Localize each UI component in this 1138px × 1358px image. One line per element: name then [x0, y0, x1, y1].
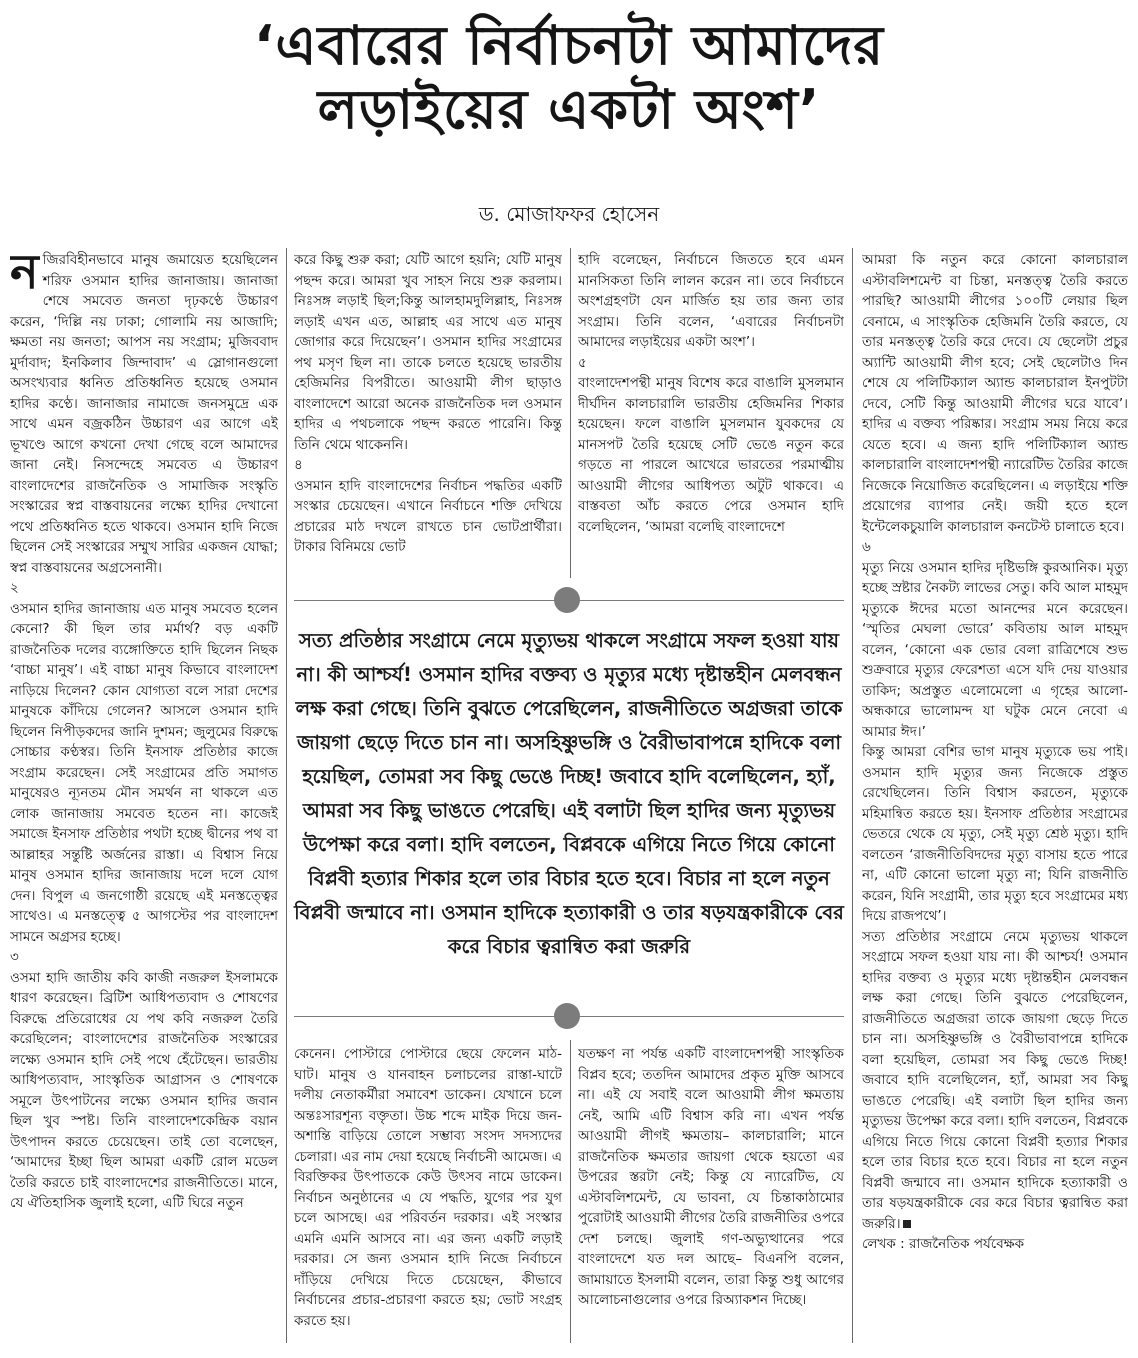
section-number: ২ [10, 580, 19, 596]
headline-line-2: লড়াইয়ের একটা অংশ’ [317, 77, 821, 141]
author-note: লেখক : রাজনৈতিক পর্যবেক্ষক [862, 1236, 1025, 1252]
column-rule-1 [286, 248, 287, 1343]
column-3-top [578, 250, 844, 578]
pullquote-bottom-dot [554, 1003, 580, 1029]
section-number: ৩ [10, 949, 19, 965]
pullquote: সত্য প্রতিষ্ঠার সংগ্রামে নেমে মৃত্যুভয় থাকলে সংগ্রামে সফল হওয়া যায় না। কী আশ্চর্য! ওসমান হাদির বক্তব্য ও মৃত্যুর মধ্যে দৃষ্টান্তহীন মেলবন্ধন লক্ষ করা গেছে। তিনি বুঝতে পেরেছিলেন, রাজনীতিতে অগ্রজরা তাকে জায়গা ছেড়ে দিতে চান না। অসহিষ্ণুভঙ্গি ও বৈরীভাবাপন্নে হাদিকে বলা হয়েছিল, তোমরা সব কিছু ভেঙে দিচ্ছ! জবাবে হাদি বলেছিলেন, হ্যাঁ, আমরা সব কিছু ভাঙতে পেরেছি। এই বলাটা ছিল হাদির জন্য মৃত্যুভয় উপেক্ষা করে বলা। হাদি বলতেন, বিপ্লবকে এগিয়ে নিতে গিয়ে কোনো বিপ্লবী হত্যার শিকার হলে তার বিচার হতে হবে। বিচার না হলে নতুন বিপ্লবী জন্মাবে না। ওসমান হাদিকে হত্যাকারী ও তার ষড়যন্ত্রকারীকে বের করে বিচার ত্বরান্বিত করা জরুরি [294, 629, 844, 958]
end-mark-icon [903, 1220, 911, 1228]
paragraph: বাংলাদেশপন্থী মানুষ বিশেষ করে বাঙালি মুসলমান দীর্ঘদিন কালচারালি ভারতীয় হেজিমনির শিকার হয়েছেন। ফলে বাঙালি মুসলমান যুবকদের যে মানসপট তৈরি হয়েছে সেটি ভেঙে নতুন করে গড়তে না পারলে আখেরে ভারতের পরমাত্মীয় আওয়ামী লীগের আধিপত্য অটুট থাকবে। এ বাস্তবতা আঁচ করতে পেরে ওসমান হাদি বলেছিলেন, ‘আমরা বলেছি বাংলাদেশে [578, 375, 844, 535]
paragraph: করে কিছু শুরু করা; যেটি আগে হয়নি; যেটি মানুষ পছন্দ করে। আমরা খুব সাহস নিয়ে শুরু করলাম। নিঃসঙ্গ লড়াই ছিল;কিন্তু আলহামদুলিল্লাহ, নিঃসঙ্গ লড়াই এখন এত, আল্লাহ এর সাথে এত মানুষ জোগার করে দিয়েছেন’। ওসমান হাদির সংগ্রামের পথ মসৃণ ছিল না। তাকে চলতে হয়েছে ভারতীয় হেজিমনির বিপরীতে। আওয়ামী লীগ ছাড়াও বাংলাদেশে আরো অনেক রাজনৈতিক দল ওসমান হাদির এ পথচলাকে পছন্দ করতে পারেনি। কিন্তু তিনি থেমে থাকেননি। [294, 252, 562, 453]
paragraph: ওসমা হাদি জাতীয় কবি কাজী নজরুল ইসলামকে ধারণ করেছেন। ব্রিটিশ আধিপত্যবাদ ও শোষণের বিরুদ্ধে প্রতিরোধের যে পথ কবি নজরুল তৈরি করেছিলেন; বাংলাদেশের রাজনৈতিক সংস্কারের লক্ষ্যে ওসমান হাদি সেই পথে হেঁটেছেন। ভারতীয় আধিপত্যবাদ, সাংস্কৃতিক আগ্রাসন ও শোষণকে সমূলে উৎপাটনের লক্ষ্যে ওসমান হাদির জবান ছিল খুব স্পষ্ট। তিনি বাংলাদেশকেন্দ্রিক বয়ান উৎপাদন করতে চেয়েছেন। তাই তো বলেছেন, ‘আমাদের ইচ্ছা ছিল আমরা একটি রোল মডেল তৈরি করতে চাই বাংলাদেশের রাজনীতিতে। মানে, যে ঐতিহাসিক জুলাই হলো, এটি ঘিরে নতুন [10, 969, 278, 1211]
column-rule-3 [570, 1040, 571, 1343]
drop-cap: ন [10, 250, 39, 300]
column-rule-4 [852, 248, 853, 1343]
column-2-top [294, 250, 562, 578]
section-number: ৫ [578, 354, 587, 371]
column-4 [862, 250, 1128, 1350]
paragraph: নজিরবিহীনভাবে মানুষ জমায়েত হয়েছিলেন শরিফ ওসমান হাদির জানাজায়। জানাজা শেষে সমবেত জনতা দৃঢ়কণ্ঠে উচ্চারণ করেন, ‘দিল্লি নয় ঢাকা; গোলামি নয় আজাদি; ক্ষমতা নয় জনতা; আপস নয় সংগ্রাম; মুজিববাদ মুর্দাবাদ; ইনকিলাব জিন্দাবাদ’ এ স্লোগানগুলো অসংখ্যবার ধ্বনিত প্রতিধ্বনিত হয়েছে ওসমান হাদির কণ্ঠে। জানাজার নামাজে জনসমুদ্রে এক সাথে এমন বজ্রকঠিন উচ্চারণ এর আগে এই ভূখণ্ডে আগে কখনো দেখা গেছে বলে আমাদের জানা নেই। নিসন্দেহে সমবেত এ উচ্চারণ বাংলাদেশের রাজনৈতিক ও সামাজিক সংস্কৃতি সংস্কারের স্বপ্ন বাস্তবায়নের লক্ষ্যে হাদির দেখানো পথে প্রতিধ্বনিত হতে থাকবে। ওসমান হাদি নিজে ছিলেন সেই সংস্কারের সম্মুখ সারির একজন যোদ্ধা; স্বপ্ন বাস্তবায়নের অগ্রসেনানী। [10, 250, 278, 576]
column-2-bottom [294, 1044, 562, 1349]
headline [0, 14, 1138, 141]
column-3-bottom [578, 1044, 844, 1349]
section-number: ৪ [294, 457, 303, 473]
paragraph: কিন্তু আমরা বেশির ভাগ মানুষ মৃত্যুকে ভয় পাই। ওসমান হাদি মৃত্যুর জন্য নিজেকে প্রস্তুত রেখেছিলেন। তিনি বিশ্বাস করতেন, মৃত্যুকে মহিমান্বিত করতে হয়। ইনসাফ প্রতিষ্ঠার সংগ্রামের ভেতরে থেকে যে মৃত্যু, সেই মৃত্যু শ্রেষ্ঠ মৃত্যু। হাদি বলতেন ‘রাজনীতিবিদদের মৃত্যু বাসায় হতে পারে না, এটি কোনো ভালো মৃত্যু না; যিনি রাজনীতি করেন, যিনি সংগ্রামী, তার মৃত্যু হবে সংগ্রামের মধ্য দিয়ে রাজপথে’। [862, 744, 1128, 924]
pullquote-top-dot [554, 587, 580, 613]
column-1 [10, 250, 278, 1350]
paragraph: যতক্ষণ না পর্যন্ত একটি বাংলাদেশপন্থী সাংস্কৃতিক বিপ্লব হবে; ততদিন আমাদের প্রকৃত মুক্তি আসবে না। এই যে সবাই বলে আওয়ামী লীগ ক্ষমতায় নেই, আমি এটি বিশ্বাস করি না। এখন পর্যন্ত আওয়ামী লীগই ক্ষমতায়– কালচারালি; মানে রাজনৈতিক ক্ষমতার জায়গা থেকে হয়তো এর উপরের স্তরটা নেই; কিন্তু যে ন্যারেটিভ, যে এস্টাবলিশমেন্ট, যে ভাবনা, যে চিন্তাকাঠামোর পুরোটাই আওয়ামী লীগের তৈরি রাজনীতির ওপরে দেশ চলছে। জুলাই গণ-অভ্যুত্থানের পরে বাংলাদেশে যত দল আছে– বিএনপি বলেন, জামায়াতে ইসলামী বলেন, তারা কিন্তু শুধু আগের আলোচনাগুলোর ওপরে রিঅ্যাকশন দিচ্ছে। [578, 1046, 844, 1308]
paragraph: ওসমান হাদির জানাজায় এত মানুষ সমবেত হলেন কেনো? কী ছিল তার মর্মার্থ? বড় একটি রাজনৈতিক দলের ব্যঙ্গোক্তিতে হাদি ছিলেন নিছক ‘বাচ্চা মানুষ’। এই বাচ্চা মানুষ কিভাবে বাংলাদেশ নাড়িয়ে দিলেন? কোন যোগ্যতা বলে সারা দেশের মানুষকে কাঁদিয়ে গেলেন? আসলে ওসমান হাদি ছিলেন নিপীড়কদের জানি দুশমন; জুলুমের বিরুদ্ধে সোচ্চার কণ্ঠস্বর। তিনি ইনসাফ প্রতিষ্ঠার কাজে সংগ্রাম করেছেন। সেই সংগ্রামের প্রতি সমাগত মানুষেরও ন্যূনতম মৌন সমর্থন না থাকলে এত লোক জানাজায় সমবেত হতেন না। কাজেই সমাজে ইনসাফ প্রতিষ্ঠার পথটা হচ্ছে দ্বীনের পথ বা আল্লাহর সন্তুষ্টি অর্জনের রাস্তা। এ বিশ্বাস নিয়ে মানুষ ওসমান হাদির জানাজায় দলে দলে যোগ দেন। বিপুল এ জনগোষ্ঠী রয়েছে এই মনস্তত্ত্বের সাথেও। এ মনস্তত্ত্বে ৫ আগস্টের পর বাংলাদেশ সামনে অগ্রসর হচ্ছে। [10, 600, 278, 945]
byline: ড. মোজাফফর হোসেন [478, 202, 660, 226]
section-number: ৬ [862, 539, 871, 555]
paragraph: আমরা কি নতুন করে কোনো কালচারাল এস্টাবলিশমেন্ট বা চিন্তা, মনস্তত্ত্ব তৈরি করতে পারছি? আওয়ামী লীগের ১০০টি লেয়ার ছিল বেনামে, এ সাংস্কৃতিক হেজিমনি তৈরি করতে, যে তার মনস্তত্ত্ব তৈরি করে দেবে। যে ছেলেটা প্রচুর অ্যান্টি আওয়ামী লীগ হবে; সেই ছেলেটাও দিন শেষে যে পলিটিক্যাল অ্যান্ড কালচারাল ইনপুটটা দেবে, সেটি কিন্তু আওয়ামী লীগের ঘরে যাবে’। হাদির এ বক্তব্য পরিষ্কার। সংগ্রাম সময় নিয়ে করে যেতে হবে। এ জন্য হাদি পলিটিক্যাল অ্যান্ড কালচারালি বাংলাদেশপন্থী ন্যারেটিভ তৈরির কাজে নিজেকে নিয়োজিত করেছিলেন। এ লড়াইয়ে শক্তি প্রয়োগের ব্যাপার নেই। জয়ী হতে হলে ইন্টেলেকচুয়ালি কালচারাল কনটেস্ট চালাতে হবে। [862, 252, 1128, 535]
paragraph: মৃত্যু নিয়ে ওসমান হাদির দৃষ্টিভঙ্গি কুরআনিক। মৃত্যু হচ্ছে স্রষ্টার নৈকট্য লাভের সেতু। কবি আল মাহমুদ মৃত্যুকে ঈদের মতো আনন্দের মনে করেছেন। ‘স্মৃতির মেঘলা ভোরে’ কবিতায় আল মাহমুদ বলেন, ‘কোনো এক ভোর বেলা রাত্রিশেষে শুভ শুক্রবারে মৃত্যুর ফেরেশতা এসে যদি দেয় যাওয়ার তাকিদ; অপ্রস্তুত এলোমেলো এ গৃহের আলো-অন্ধকারে ভালোমন্দ যা ঘটুক মেনে নেবো এ আমার ঈদ।’ [862, 559, 1128, 740]
column-rule-2 [570, 248, 571, 578]
paragraph: কেনেন। পোস্টারে পোস্টারে ছেয়ে ফেলেন মাঠ-ঘাট। মানুষ ও যানবাহন চলাচলের রাস্তা-ঘাটে দলীয় নেতাকর্মীরা সমাবেশ ডাকেন। যেখানে চলে অন্তঃসারশূন্য বক্তৃতা। উচ্চ শব্দে মাইক দিয়ে জন-অশান্তি বাড়িয়ে তোলে সম্ভাব্য সংসদ সদস্যদের চেলারা। এর নাম দেয়া হয়েছে নির্বাচনী আমেজ। এ বিরক্তিকর উৎপাতকে কেউ উৎসব নামে ডাকেন। নির্বাচন অনুষ্ঠানের এ যে পদ্ধতি, যুগের পর যুগ চলে আসছে। এর পরিবর্তন দরকার। এই সংস্কার এমনি এমনি আসবে না। এর জন্য একটি লড়াই দরকার। সে জন্য ওসমান হাদি নিজে নির্বাচনে দাঁড়িয়ে দেখিয়ে দিতে চেয়েছেন, কীভাবে নির্বাচনের প্রচার-প্রচারণা করতে হয়; ভোট সংগ্রহ করতে হয়। [294, 1046, 562, 1329]
paragraph: সত্য প্রতিষ্ঠার সংগ্রামে নেমে মৃত্যুভয় থাকলে সংগ্রামে সফল হওয়া যায় না। কী আশ্চর্য! ওসমান হাদির বক্তব্য ও মৃত্যুর মধ্যে দৃষ্টান্তহীন মেলবন্ধন লক্ষ করা গেছে। তিনি বুঝতে পেরেছিলেন, রাজনীতিতে অগ্রজরা তাকে জায়গা ছেড়ে দিতে চান না। অসহিষ্ণুভঙ্গি ও বৈরীভাবাপন্নে হাদিকে বলা হয়েছিল, তোমরা সব কিছু ভেঙে দিচ্ছ! জবাবে হাদি বলেছিলেন, হ্যাঁ, আমরা সব কিছু ভাঙতে পেরেছি। এই বলাটা ছিল হাদির জন্য মৃত্যুভয় উপেক্ষা করে বলা। হাদি বলতেন, বিপ্লবকে এগিয়ে নিতে গিয়ে কোনো বিপ্লবী হত্যার শিকার হলে তার বিচার হতে হবে। বিচার না হলে নতুন বিপ্লবী জন্মাবে না। ওসমান হাদিকে হত্যাকারী ও তার ষড়যন্ত্রকারীকে বের করে বিচার ত্বরান্বিত করা জরুরি। [862, 928, 1128, 1232]
paragraph: হাদি বলেছেন, নির্বাচনে জিততে হবে এমন মানসিকতা তিনি লালন করেন না। তবে নির্বাচনে অংশগ্রহণটা যেন মার্জিত হয় তার জন্য তার সংগ্রাম। তিনি বলেন, ‘এবারের নির্বাচনটা আমাদের লড়াইয়ের একটা অংশ’। [578, 252, 844, 350]
headline-line-1: ‘এবারের নির্বাচনটা আমাদের [253, 14, 885, 77]
paragraph: ওসমান হাদি বাংলাদেশের নির্বাচন পদ্ধতির একটি সংস্কার চেয়েছেন। এখানে নির্বাচনে শক্তি দেখিয়ে প্রচারের মাঠ দখলে রাখতে চান ভোটপ্রার্থীরা। টাকার বিনিময়ে ভোট [294, 477, 562, 555]
